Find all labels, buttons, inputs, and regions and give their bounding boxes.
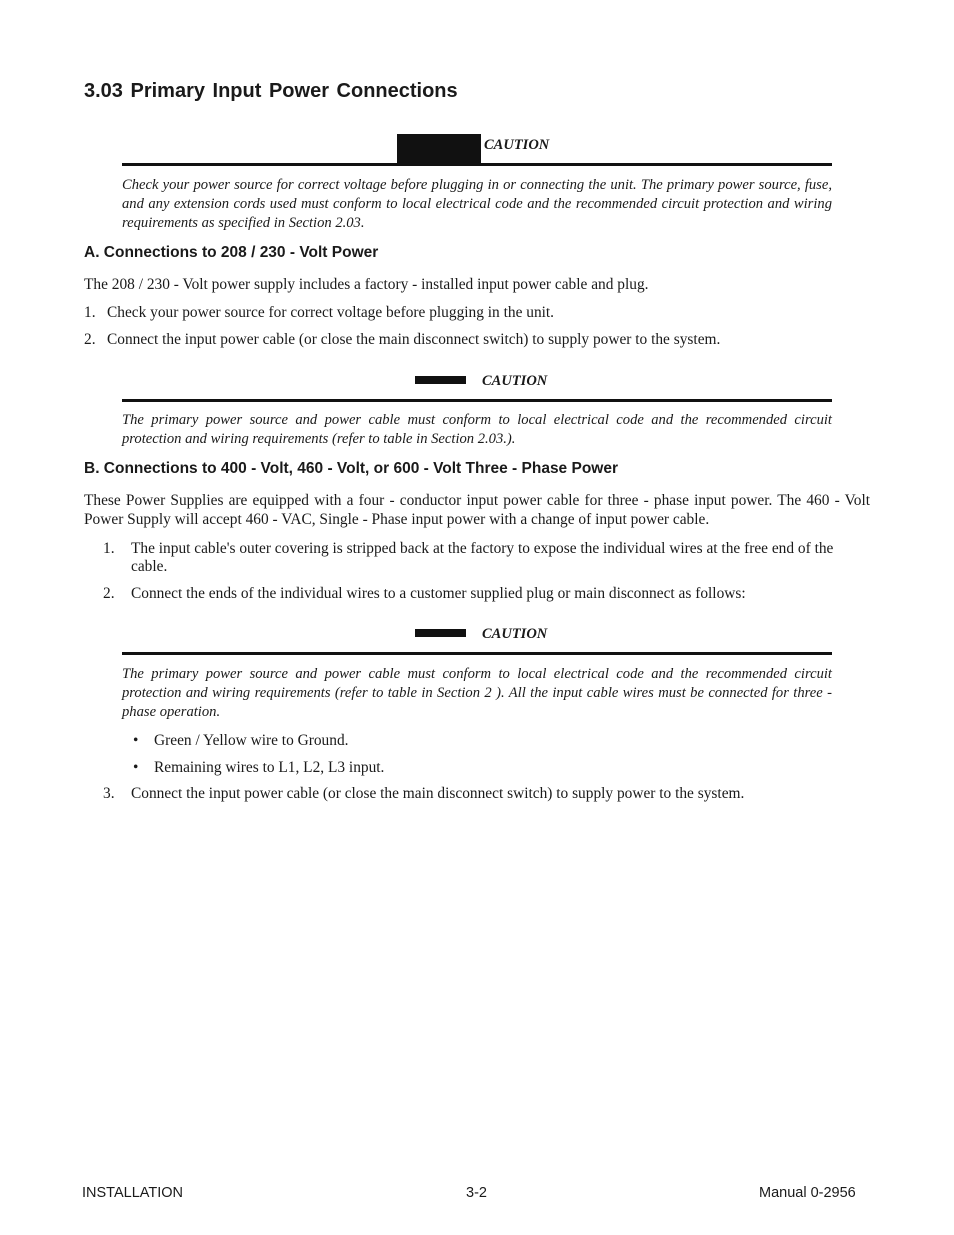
step-number: 2. bbox=[103, 585, 115, 602]
step-text: Connect the input power cable (or close the main disconnect switch) to supply power to the system. bbox=[107, 331, 721, 348]
step-text: Check your power source for correct voltage before plugging in the unit. bbox=[107, 304, 555, 321]
caution-bar bbox=[415, 629, 466, 637]
subsection-a-intro: The 208 / 230 - Volt power supply includes a factory - installed input power cable and plug. bbox=[84, 276, 649, 293]
bullet-text: Remaining wires to L1, L2, L3 input. bbox=[154, 759, 385, 776]
step-number: 2. bbox=[84, 331, 96, 348]
step-number: 1. bbox=[84, 304, 96, 321]
step-text: Connect the ends of the individual wires to a customer supplied plug or main disconnect as follows: bbox=[131, 585, 746, 602]
caution-rule bbox=[122, 652, 832, 655]
caution-rule bbox=[122, 163, 832, 166]
step-text: The input cable's outer covering is stripped back at the factory to expose the individual wires at the free end of the cable. bbox=[131, 540, 834, 575]
bullet-icon: • bbox=[133, 759, 139, 776]
step-number: 3. bbox=[103, 785, 115, 802]
step-number: 1. bbox=[103, 540, 115, 557]
footer-section-name: INSTALLATION bbox=[82, 1185, 183, 1201]
caution-text: The primary power source and power cable must conform to local electrical code and the recommended circuit protection and wiring requirements (refer to table in Section 2.03.). bbox=[122, 412, 832, 447]
caution-label: CAUTION bbox=[482, 373, 548, 389]
caution-bar bbox=[415, 376, 466, 384]
step-text: Connect the input power cable (or close the main disconnect switch) to supply power to the system. bbox=[131, 785, 745, 802]
caution-text: Check your power source for correct voltage before plugging in or connecting the unit. The primary power source, fuse, and any extension cords used must conform to local electrical code and the recommended circuit protection and wiring requirements as specified in Section 2.03. bbox=[122, 177, 832, 231]
caution-text: The primary power source and power cable must conform to local electrical code and the recommended circuit protection and wiring requirements (refer to table in Section 2 ). All the input cable wires must be connected for three - phase operation. bbox=[122, 666, 832, 720]
subsection-a-heading: A. Connections to 208 / 230 - Volt Power bbox=[84, 244, 379, 261]
bullet-text: Green / Yellow wire to Ground. bbox=[154, 732, 349, 749]
subsection-b-intro: These Power Supplies are equipped with a four - conductor input power cable for three - phase input power. The 460 - Volt Power Supply will accept 460 - VAC, Single - Phase input power with a change of input power cable. bbox=[84, 492, 870, 528]
caution-rule bbox=[122, 399, 832, 402]
caution-label: CAUTION bbox=[482, 626, 548, 642]
subsection-b-heading: B. Connections to 400 - Volt, 460 - Volt, or 600 - Volt Three - Phase Power bbox=[84, 460, 619, 477]
caution-badge bbox=[397, 134, 481, 163]
footer-manual-number: Manual 0-2956 bbox=[759, 1185, 856, 1201]
footer-page-number: 3-2 bbox=[466, 1185, 487, 1201]
bullet-icon: • bbox=[133, 732, 139, 749]
caution-label: CAUTION bbox=[484, 137, 550, 153]
section-title: 3.03 Primary Input Power Connections bbox=[84, 80, 458, 102]
